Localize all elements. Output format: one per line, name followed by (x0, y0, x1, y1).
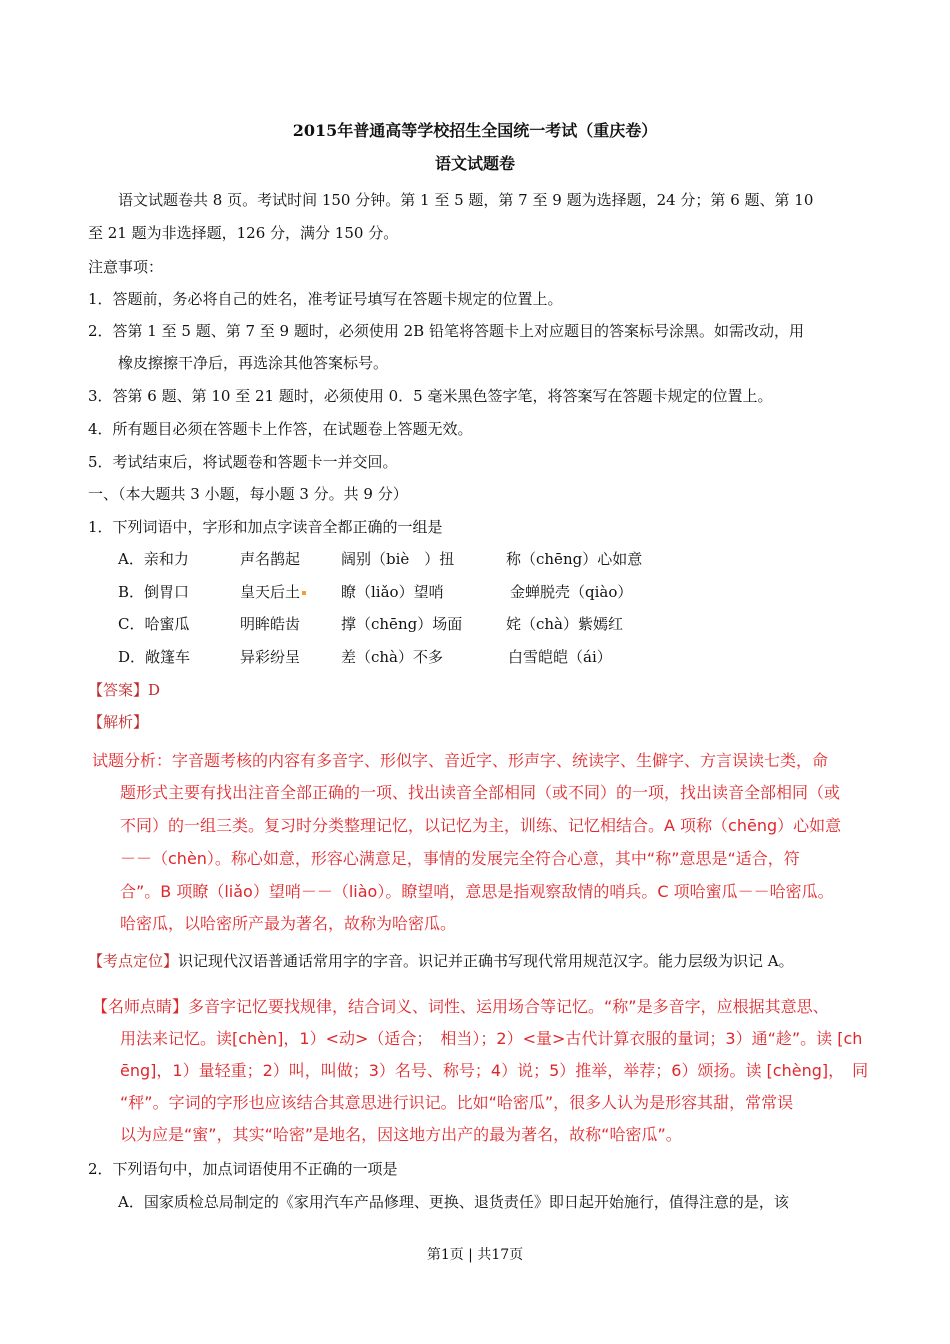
option-b-4: 金蝉脱壳（qiào） (510, 583, 633, 601)
mingshi-line-2: 用法来记忆。读[chèn]，1）<动>（适合； 相当）；2）<量>古代计算衣服的量词；3）通“趁”。读 [ch (120, 1029, 863, 1048)
mingshi-line-3: ēng]，1）量轻重；2）叫，叫做；3）名号、称号；4）说；5）推举，举荐；6）颂扬。读 [chèng]， 同 (120, 1061, 869, 1080)
option-d-4: 白雪皑皑（ái） (508, 648, 612, 666)
option-b-2: 皇天后土 (240, 581, 306, 603)
option-b-1: B．倒胃口 (118, 583, 190, 601)
option-d-1: D．敞篷车 (118, 648, 191, 666)
question-2-option-a: A．国家质检总局制定的《家用汽车产品修理、更换、退货责任》即日起开始施行，值得注意的是，该 (118, 1193, 789, 1211)
question-2-stem: 2．下列语句中，加点词语使用不正确的一项是 (88, 1160, 398, 1178)
option-a-4: 称（chēng）心如意 (506, 550, 643, 568)
mingshi-line-1: 【名师点睛】多音字记忆要找规律，结合词义、词性、运用场合等记忆。“称”是多音字，应根据其意思、 (92, 997, 829, 1016)
analysis-line-5: 合”。B 项瞭（liǎo）望哨－－（liào）。瞭望哨，意思是指观察敌情的哨兵。C 项哈蜜瓜－－哈密瓜。 (120, 882, 834, 901)
option-a-1: A．亲和力 (118, 550, 189, 568)
analysis-line-4: －－（chèn）。称心如意，形容心满意足，事情的发展完全符合心意，其中“称”意思是“适合，符 (120, 849, 800, 868)
kaodian-line (88, 950, 794, 972)
option-c-1: C．哈蜜瓜 (118, 615, 190, 633)
question-1-stem: 1．下列词语中，字形和加点字读音全都正确的一组是 (88, 518, 443, 536)
exam-subtitle: 语文试题卷 (434, 154, 515, 173)
option-d-2: 异彩纷呈 (240, 648, 301, 666)
option-b-3: 瞭（liǎo）望哨 (341, 583, 444, 601)
section-heading: 一、（本大题共 3 小题，每小题 3 分。共 9 分） (88, 485, 408, 503)
kaodian-tag: 【考点定位】 (88, 952, 179, 970)
intro-line-2: 至 21 题为非选择题，126 分，满分 150 分。 (88, 224, 399, 242)
page-footer: 第1页 | 共17页 (426, 1247, 524, 1263)
option-c-4: 姹（chà）紫嫣红 (506, 615, 624, 633)
emphasis-dot-icon (302, 591, 306, 595)
option-a-3: 阔别（biè ）扭 (341, 550, 455, 568)
notice-2: 2．答第 1 至 5 题、第 7 至 9 题时，必须使用 2B 铅笔将答题卡上对应题目的答案标号涂黑。如需改动，用 (88, 322, 804, 340)
option-c-3: 撑（chēng）场面 (341, 615, 463, 633)
notice-3: 3．答第 6 题、第 10 至 21 题时，必须使用 0．5 毫米黑色签字笔，将答案写在答题卡规定的位置上。 (88, 387, 773, 405)
mingshi-line-4: “秤”。字词的字形也应该结合其意思进行识记。比如“哈密瓜”，很多人认为是形容其甜，常常误 (120, 1093, 794, 1112)
notice-4: 4．所有题目必须在答题卡上作答，在试题卷上答题无效。 (88, 420, 473, 438)
exam-title: 2015年普通高等学校招生全国统一考试（重庆卷） (292, 121, 658, 140)
notice-5: 5．考试结束后，将试题卷和答题卡一并交回。 (88, 453, 398, 471)
analysis-line-6: 哈密瓜，以哈密所产最为著名，故称为哈密瓜。 (120, 914, 457, 933)
intro-line-1: 语文试题卷共 8 页。考试时间 150 分钟。第 1 至 5 题，第 7 至 9 题为选择题，24 分；第 6 题、第 10 (118, 191, 814, 209)
analysis-line-3: 不同）的一组三类。复习时分类整理记忆，以记忆为主，训练、记忆相结合。A 项称（chēng）心如意 (120, 816, 842, 835)
analysis-line-2: 题形式主要有找出注音全部正确的一项、找出读音全部相同（或不同）的一项，找出读音全部相同（或 (120, 783, 841, 802)
option-a-2: 声名鹊起 (240, 550, 301, 568)
option-c-2: 明眸皓齿 (240, 615, 301, 633)
mingshi-line-5: 以为应是“蜜”，其实“哈密”是地名，因这地方出产的最为著名，故称“哈密瓜”。 (120, 1125, 682, 1144)
notice-1: 1．答题前，务必将自己的姓名，准考证号填写在答题卡规定的位置上。 (88, 290, 563, 308)
notice-2-cont: 橡皮擦擦干净后，再选涂其他答案标号。 (118, 354, 389, 372)
answer-label: 【答案】D (88, 681, 161, 699)
analysis-line-1: 试题分析：字音题考核的内容有多音字、形似字、音近字、形声字、统读字、生僻字、方言误读七类，命 (92, 751, 829, 770)
notice-label: 注意事项： (88, 258, 164, 276)
kaodian-text: 识记现代汉语普通话常用字的字音。识记并正确书写现代常用规范汉字。能力层级为识记 A。 (178, 952, 794, 970)
analysis-label: 【解析】 (88, 713, 149, 731)
option-d-3: 差（chà）不多 (341, 648, 444, 666)
